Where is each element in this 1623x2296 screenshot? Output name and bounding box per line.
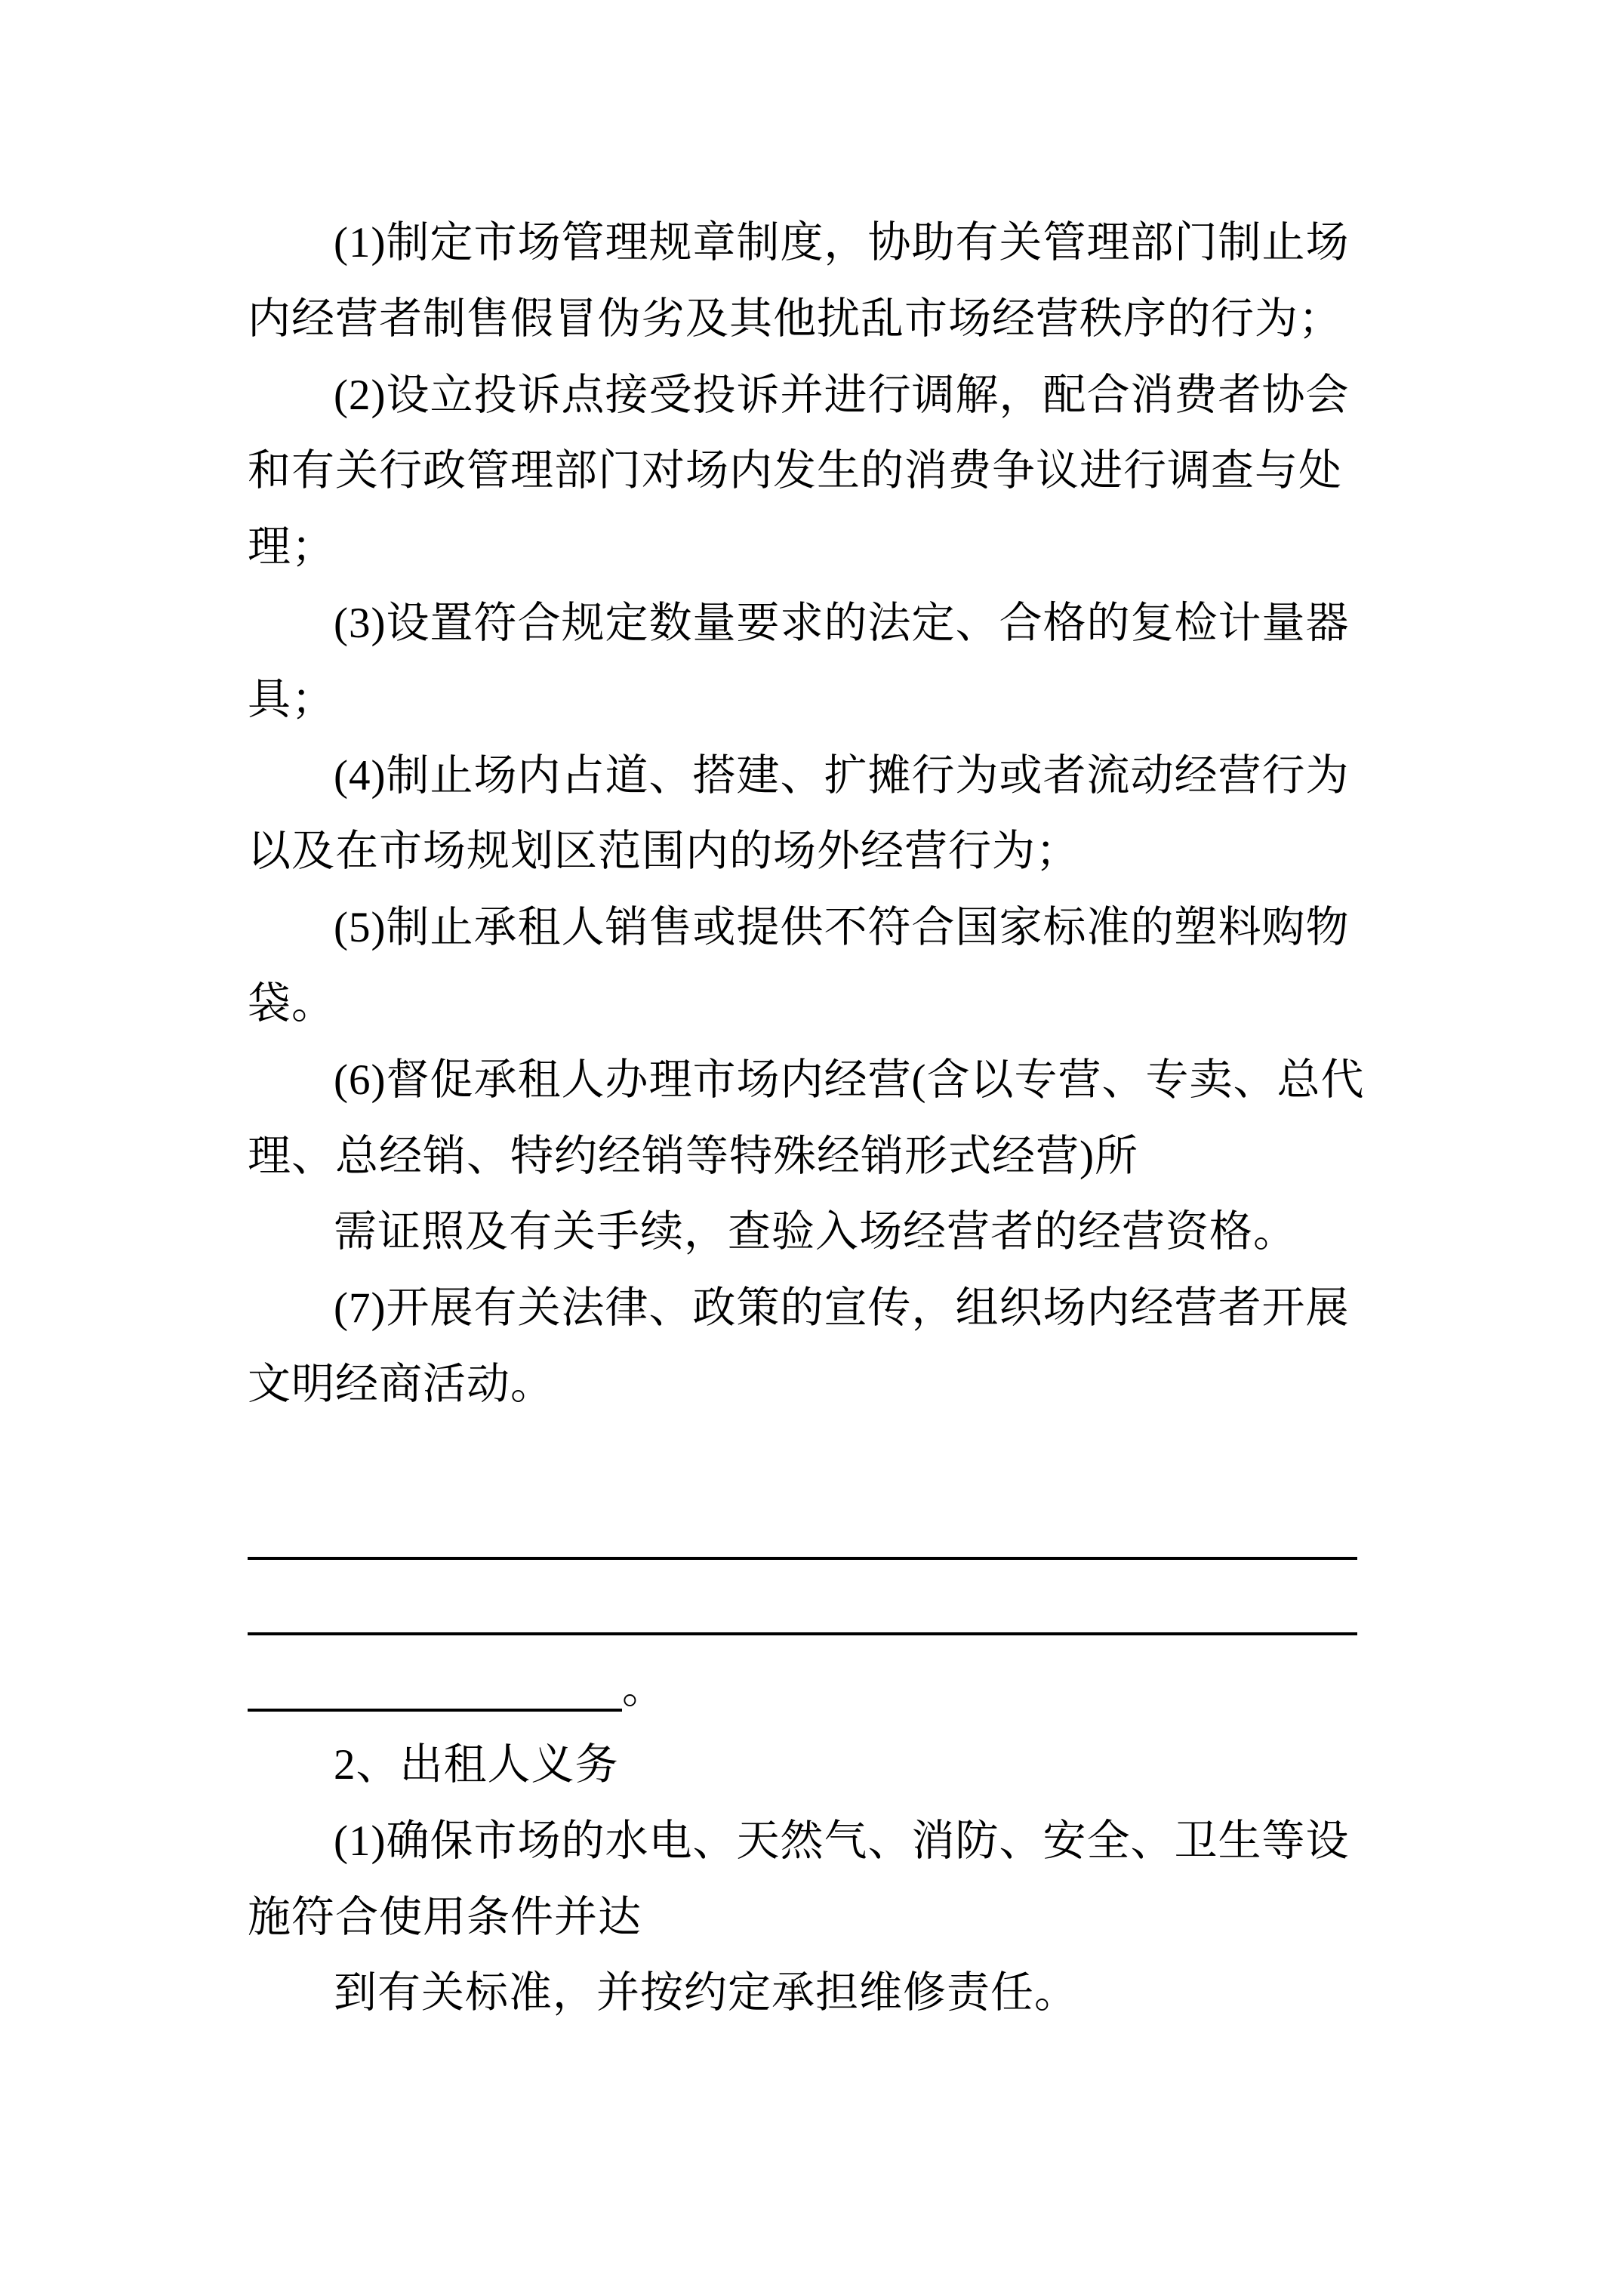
text-line: 施符合使用条件并达 xyxy=(248,1893,642,1941)
fill-in-blank-line-full xyxy=(248,1575,1374,1651)
text-line: (2)设立投诉点接受投诉并进行调解，配合消费者协会 xyxy=(334,371,1350,419)
text-line: (1)确保市场的水电、天然气、消防、安全、卫生等设 xyxy=(334,1817,1350,1865)
period-after-blank: 。 xyxy=(622,1665,666,1713)
text-line: 和有关行政管理部门对场内发生的消费争议进行调查与处 xyxy=(248,447,1342,495)
text-line: (6)督促承租人办理市场内经营(含以专营、专卖、总代 xyxy=(334,1056,1365,1104)
text-line: 2、出租人义务 xyxy=(334,1740,619,1789)
text-line: (1)制定市场管理规章制度，协助有关管理部门制止场 xyxy=(334,219,1350,267)
text-line: 到有关标准，并按约定承担维修责任。 xyxy=(334,1969,1078,2017)
blank-line xyxy=(248,1423,1374,1499)
text-line: 文明经商活动。 xyxy=(248,1360,554,1408)
text-line: 需证照及有关手续，查验入场经营者的经营资格。 xyxy=(334,1208,1297,1256)
text-line: 理、总经销、特约经销等特殊经销形式经营)所 xyxy=(248,1132,1138,1180)
text-line: (7)开展有关法律、政策的宣传，组织场内经营者开展 xyxy=(334,1284,1350,1333)
text-line: (4)制止场内占道、搭建、扩摊行为或者流动经营行为 xyxy=(334,751,1350,800)
underline-rule xyxy=(248,1575,1357,1635)
underline-rule xyxy=(248,1499,1357,1560)
text-line: 理； xyxy=(248,523,335,572)
underline-rule xyxy=(248,1651,622,1712)
text-line: 具； xyxy=(248,675,335,723)
document-content xyxy=(248,205,1374,2032)
text-line: (5)制止承租人销售或提供不符合国家标准的塑料购物 xyxy=(334,904,1350,952)
text-line: 以及在市场规划区范围内的场外经营行为； xyxy=(248,827,1079,876)
text-line: 内经营者制售假冒伪劣及其他扰乱市场经营秩序的行为； xyxy=(248,294,1342,343)
fill-in-blank-line-short xyxy=(248,1651,1374,1727)
text-line: (3)设置符合规定数量要求的法定、合格的复检计量器 xyxy=(334,599,1350,647)
fill-in-blank-line-full xyxy=(248,1499,1374,1576)
text-line: 袋。 xyxy=(248,979,335,1028)
